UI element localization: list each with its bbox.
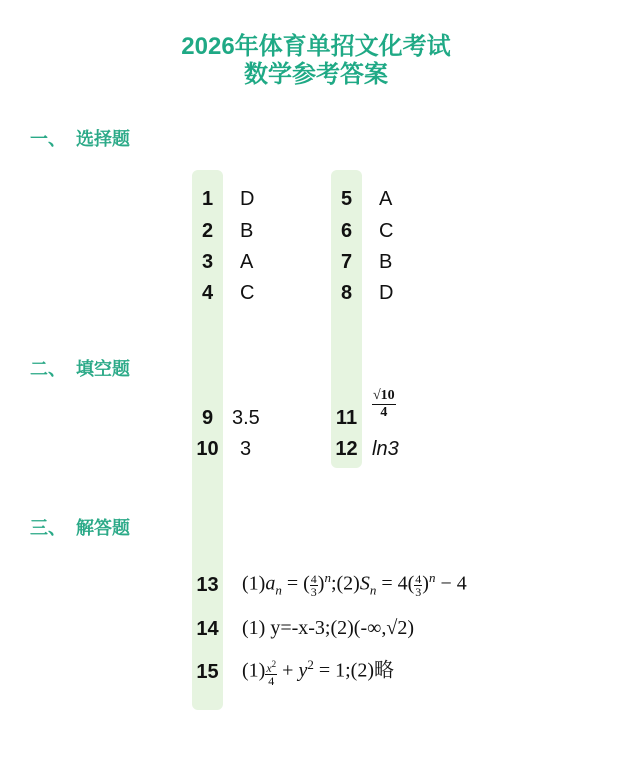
answer: 3.5 [232,407,260,429]
answer: 3 [240,438,252,460]
answer-formula-13: $(1)a_n$ = ( $\frac{4}{3}$ )$^n;(2)S_n = 4$( $\frac{4}{3}$ )$^n$ − 4 [242,570,467,599]
section-choice-label: 选择题 [76,129,130,149]
question-number: 11 [335,407,358,429]
answer: A [240,251,254,273]
section-solve [30,514,130,540]
fraction-denominator: 4 [380,405,388,420]
fraction-numerator: √10 [373,388,395,403]
question-number: 12 [335,438,358,460]
question-number: 3 [201,251,214,273]
question-number: 9 [201,407,214,429]
answer: A [379,188,393,210]
question-number: 10 [196,438,219,460]
answer: D [379,282,394,304]
answer: B [240,220,254,242]
answer: D [240,188,255,210]
question-number: 13 [196,574,219,596]
title-line-1: 2026年体育单招文化考试 [181,33,451,60]
answer: B [379,251,393,273]
answer: C [240,282,255,304]
answer-14: (1) y=-x-3;(2)(-∞,√2) [242,617,415,639]
question-number: 4 [201,282,214,304]
question-number: 15 [196,661,219,683]
section-choice [30,125,130,151]
section-fill-num: 二、 [30,359,66,379]
question-number: 7 [340,251,353,273]
question-number: 8 [340,282,353,304]
answer: ln3 [372,438,399,460]
question-number: 6 [340,220,353,242]
section-solve-label: 解答题 [76,518,130,538]
section-fill [30,355,130,381]
question-number: 2 [201,220,214,242]
question-number: 5 [340,188,353,210]
question-number: 14 [196,618,219,640]
question-number: 1 [201,188,214,210]
title-line-2: 数学参考答案 [244,61,388,88]
section-choice-num: 一、 [30,129,66,149]
answer-fraction [372,388,396,421]
answer-formula-15: (1) $\frac{x^2}{4}$ + $y^2$ = 1;(2)略 [242,657,394,688]
section-fill-label: 填空题 [76,359,130,379]
answer: C [379,220,394,242]
section-solve-num: 三、 [30,518,66,538]
